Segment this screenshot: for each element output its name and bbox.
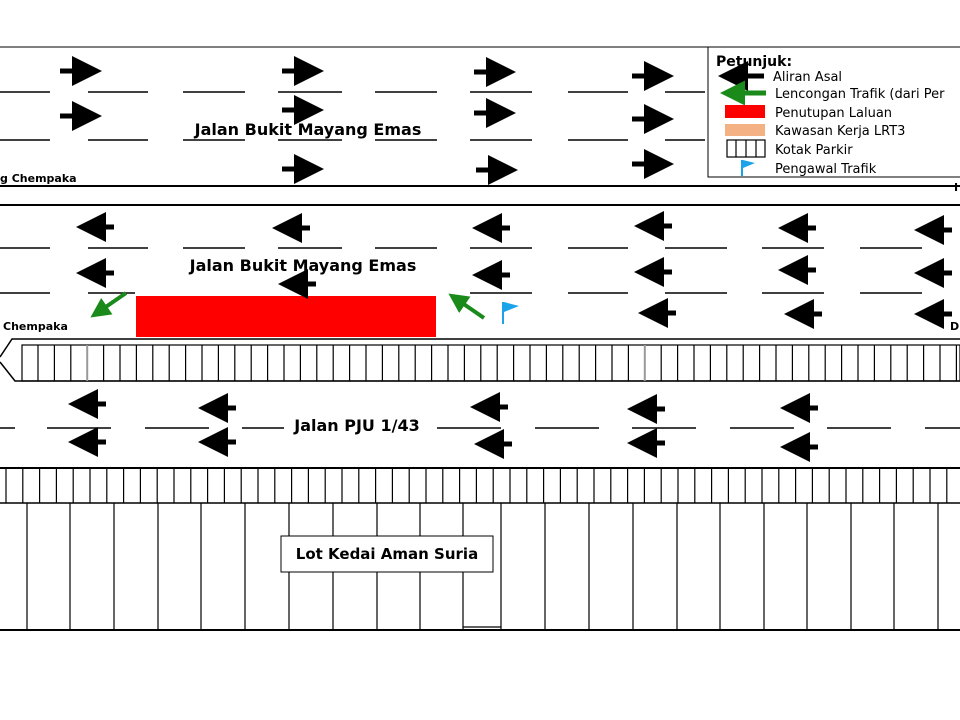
orange-box-icon [725, 124, 765, 136]
road-label-pju: Jalan PJU 1/43 [294, 416, 420, 435]
lot-label: Lot Kedai Aman Suria [295, 545, 479, 563]
flag-icon [503, 302, 519, 324]
diversion-arrow-left [97, 293, 126, 313]
road-label-upper: Jalan Bukit Mayang Emas [194, 120, 422, 139]
side-road-label-lower-right: D [950, 320, 960, 333]
legend-item-label: Aliran Asal [773, 70, 843, 85]
pju-road [0, 416, 960, 435]
shop-lots [0, 503, 960, 630]
road-label-lower: Jalan Bukit Mayang Emas [189, 256, 417, 275]
median-strip [0, 339, 960, 381]
parking-row [0, 468, 960, 503]
side-road-label-lower-left: Chempaka [3, 320, 68, 333]
legend-item-label: Lencongan Trafik (dari Per [775, 87, 945, 102]
legend-item-label: Kotak Parkir [775, 143, 853, 158]
red-box-icon [725, 105, 765, 118]
legend [708, 47, 960, 177]
side-road-label-upper-left: g Chempaka [0, 172, 77, 185]
diversion-arrow-right [455, 298, 484, 318]
legend-item-label: Pengawal Trafik [775, 162, 877, 177]
median-stalls [38, 345, 956, 381]
legend-title: Petunjuk: [716, 54, 793, 70]
legend-item-label: Kawasan Kerja LRT3 [775, 124, 906, 139]
parking-stalls [6, 468, 947, 503]
lane-closure [136, 296, 436, 337]
legend-item-label: Penutupan Laluan [775, 106, 893, 121]
side-road-label-upper-right: I [954, 181, 959, 194]
lane-markings-lower [0, 248, 922, 293]
